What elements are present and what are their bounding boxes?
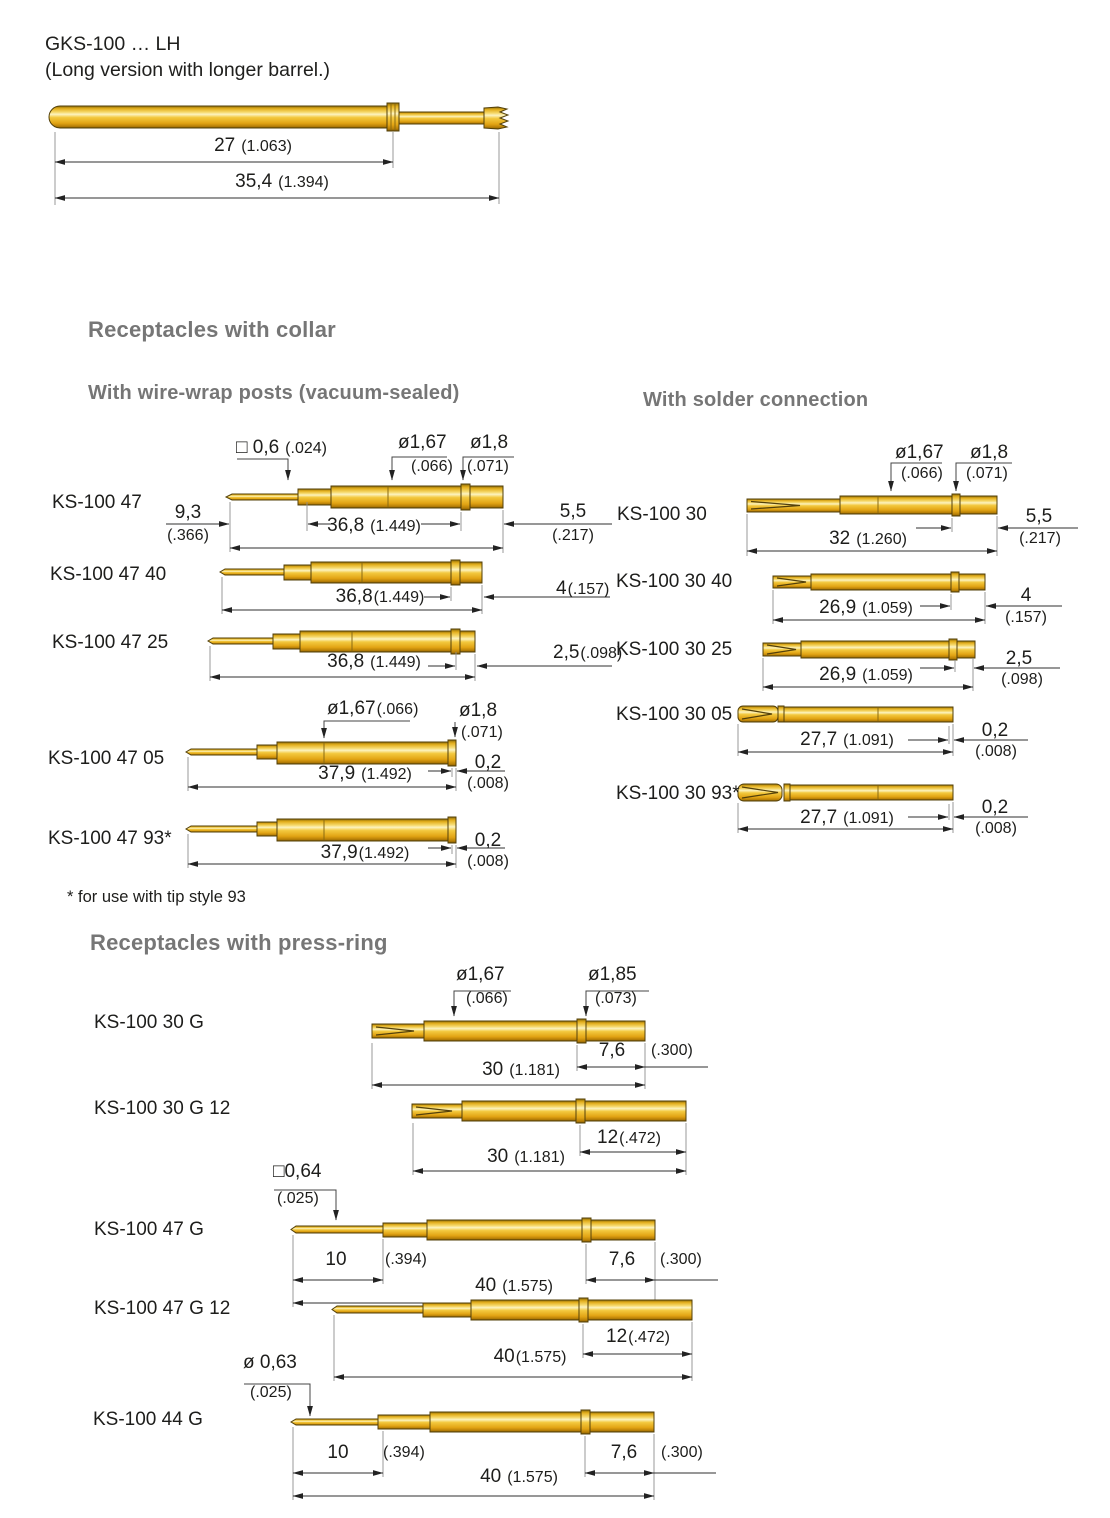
- dim-diameter-2-inches: (.073): [595, 990, 637, 1007]
- value-inches: (1.575): [502, 1278, 553, 1295]
- page-subtitle: (Long version with longer barrel.): [45, 59, 331, 81]
- dim-square-post-inches: (.025): [277, 1190, 319, 1207]
- dim-tail: [606, 1327, 670, 1347]
- dim-diameter-2-inches: (.071): [461, 724, 503, 741]
- dim-length: [829, 529, 907, 549]
- dim-tail-inches: (.217): [1019, 530, 1061, 547]
- part-label: KS-100 44 G: [93, 1409, 203, 1430]
- dim-length: [475, 1276, 553, 1296]
- page-title: GKS-100 … LH: [45, 33, 181, 55]
- dim-square-post: □0,64: [273, 1161, 322, 1182]
- part-label: KS-100 30: [617, 504, 707, 525]
- section-heading-pressring: Receptacles with press-ring: [90, 930, 388, 955]
- value: 27,7: [800, 807, 838, 828]
- value: 27: [214, 135, 236, 156]
- value-inches: (.066): [376, 701, 419, 718]
- part-label: KS-100 47 40: [50, 564, 167, 585]
- dim-square-post: [236, 438, 327, 458]
- dim-diameter-1: [327, 699, 418, 719]
- value: 26,9: [819, 597, 857, 618]
- part-label: KS-100 47 05: [48, 748, 165, 769]
- dim-length: [327, 516, 421, 536]
- dim-tail-inches: (.300): [660, 1251, 702, 1268]
- value-inches: (1.575): [515, 1349, 567, 1366]
- dim-tail-inches: (.098): [1001, 671, 1043, 688]
- dim-tail: 0,2: [474, 830, 502, 851]
- dim-tail-inches: (.217): [552, 527, 594, 544]
- part-label: KS-100 30 G: [94, 1012, 204, 1033]
- dim-length: [336, 587, 425, 607]
- dim-diameter-1: ø1,67: [456, 964, 505, 985]
- value: 4: [556, 578, 567, 599]
- part-label: KS-100 47 G 12: [94, 1298, 231, 1319]
- section-heading-solder: With solder connection: [643, 389, 869, 411]
- dim-diameter-1-inches: (.066): [411, 458, 453, 475]
- dim-tail: [556, 579, 609, 599]
- dim-tail-inches: (.008): [467, 853, 509, 870]
- dim-tail-inches: (.157): [1005, 609, 1047, 626]
- dim-tail-inches: (.300): [661, 1444, 703, 1461]
- value-inches: (1.063): [241, 138, 292, 155]
- dim-tail: 0,2: [981, 720, 1009, 741]
- value-inches: (1.091): [843, 732, 894, 749]
- dim-post-length: 10: [325, 1249, 347, 1270]
- dim-diameter-2: ø1,8: [470, 432, 509, 453]
- value-inches: (1.449): [370, 518, 421, 535]
- value: 40: [493, 1346, 515, 1367]
- dim-diameter-2-inches: (.071): [467, 458, 509, 475]
- dim-total-length: [235, 172, 329, 192]
- dim-round-post: ø 0,63: [243, 1352, 297, 1373]
- value: 26,9: [819, 664, 857, 685]
- value-inches: (1.492): [361, 766, 412, 783]
- value-inches: (1.260): [856, 531, 907, 548]
- value: 36,8: [335, 586, 373, 607]
- dim-length: [318, 764, 412, 784]
- value: □ 0,6: [236, 437, 280, 458]
- value-inches: (1.091): [843, 810, 894, 827]
- value: 36,8: [327, 515, 365, 536]
- value-inches: (.024): [285, 440, 327, 457]
- value-inches: (1.575): [507, 1469, 558, 1486]
- dim-tail: 7,6: [598, 1040, 626, 1061]
- dim-diameter-1-inches: (.066): [901, 465, 943, 482]
- value-inches: (1.181): [514, 1149, 565, 1166]
- dim-tail-inches: (.008): [975, 820, 1017, 837]
- part-label: KS-100 30 93*: [616, 783, 740, 804]
- dim-length: [800, 808, 894, 828]
- value: 35,4: [235, 171, 273, 192]
- dim-diameter-2: ø1,85: [588, 964, 637, 985]
- value: ø1,67: [327, 698, 376, 719]
- dim-tail: 4: [1020, 585, 1032, 606]
- part-label: KS-100 30 40: [616, 571, 733, 592]
- dim-length: [800, 730, 894, 750]
- footnote: * for use with tip style 93: [67, 888, 246, 906]
- value: 36,8: [327, 651, 365, 672]
- dim-tail: 5,5: [1025, 506, 1053, 527]
- value: 40: [480, 1466, 502, 1487]
- value: 30: [487, 1146, 509, 1167]
- value: 37,9: [318, 763, 356, 784]
- value: 12: [597, 1127, 619, 1148]
- value: 12: [606, 1326, 628, 1347]
- dim-tail-inches: (.008): [975, 743, 1017, 760]
- dim-length: [321, 843, 410, 863]
- dim-length: [494, 1347, 567, 1367]
- dim-tail: 7,6: [610, 1442, 638, 1463]
- value-inches: (1.059): [862, 600, 913, 617]
- dim-diameter-2-inches: (.071): [966, 465, 1008, 482]
- dim-diameter-2: ø1,8: [459, 700, 498, 721]
- dim-diameter-1-inches: (.066): [466, 990, 508, 1007]
- value-inches: (1.449): [373, 589, 425, 606]
- value-inches: (1.449): [370, 654, 421, 671]
- value-inches: (1.492): [358, 845, 410, 862]
- dim-length: [487, 1147, 565, 1167]
- dim-length: [482, 1060, 560, 1080]
- dim-diameter-2: ø1,8: [970, 442, 1009, 463]
- dim-tail-inches: (.008): [467, 775, 509, 792]
- dim-length: [819, 598, 913, 618]
- dim-diameter-1: ø1,67: [895, 442, 944, 463]
- value-inches: (.472): [619, 1130, 661, 1147]
- value: 37,9: [320, 842, 358, 863]
- part-label: KS-100 47: [52, 492, 142, 513]
- dim-tail: 2,5: [1005, 648, 1033, 669]
- dim-post-length-inches: (.394): [385, 1251, 427, 1268]
- part-label: KS-100 47 G: [94, 1219, 204, 1240]
- value-inches: (1.181): [509, 1062, 560, 1079]
- value: 32: [829, 528, 851, 549]
- dim-length: [327, 652, 421, 672]
- section-heading-collar: Receptacles with collar: [88, 317, 336, 342]
- probe-drawing-ks-100-47: [166, 457, 612, 553]
- dim-length: [819, 665, 913, 685]
- dim-post-length-inches: (.366): [167, 527, 209, 544]
- value-inches: (.098): [580, 645, 623, 662]
- value: 2,5: [553, 642, 580, 663]
- dim-post-length: 10: [327, 1442, 349, 1463]
- part-label: KS-100 30 25: [616, 639, 733, 660]
- dim-tail: 7,6: [608, 1249, 636, 1270]
- value: 30: [482, 1059, 504, 1080]
- dim-post-length: 9,3: [174, 502, 202, 523]
- dim-round-post-inches: (.025): [250, 1384, 292, 1401]
- part-label: KS-100 30 05: [616, 704, 733, 725]
- dim-diameter-1: ø1,67: [398, 432, 447, 453]
- value: 27,7: [800, 729, 838, 750]
- section-heading-wirewrap: With wire-wrap posts (vacuum-sealed): [88, 382, 460, 404]
- part-label: KS-100 47 93*: [48, 828, 172, 849]
- dim-tail-inches: (.300): [651, 1042, 693, 1059]
- dim-length: [480, 1467, 558, 1487]
- dim-tail: 5,5: [559, 501, 587, 522]
- value-inches: (1.394): [278, 174, 329, 191]
- dim-post-length-inches: (.394): [383, 1444, 425, 1461]
- value: 40: [475, 1275, 497, 1296]
- value-inches: (.472): [628, 1329, 670, 1346]
- dim-barrel-length: [214, 136, 292, 156]
- value-inches: (.157): [567, 581, 610, 598]
- part-label: KS-100 30 G 12: [94, 1098, 231, 1119]
- dim-tail: 0,2: [474, 752, 502, 773]
- value-inches: (1.059): [862, 667, 913, 684]
- dim-tail: [553, 643, 622, 663]
- dim-tail: 0,2: [981, 797, 1009, 818]
- dim-tail: [597, 1128, 661, 1148]
- part-label: KS-100 47 25: [52, 632, 169, 653]
